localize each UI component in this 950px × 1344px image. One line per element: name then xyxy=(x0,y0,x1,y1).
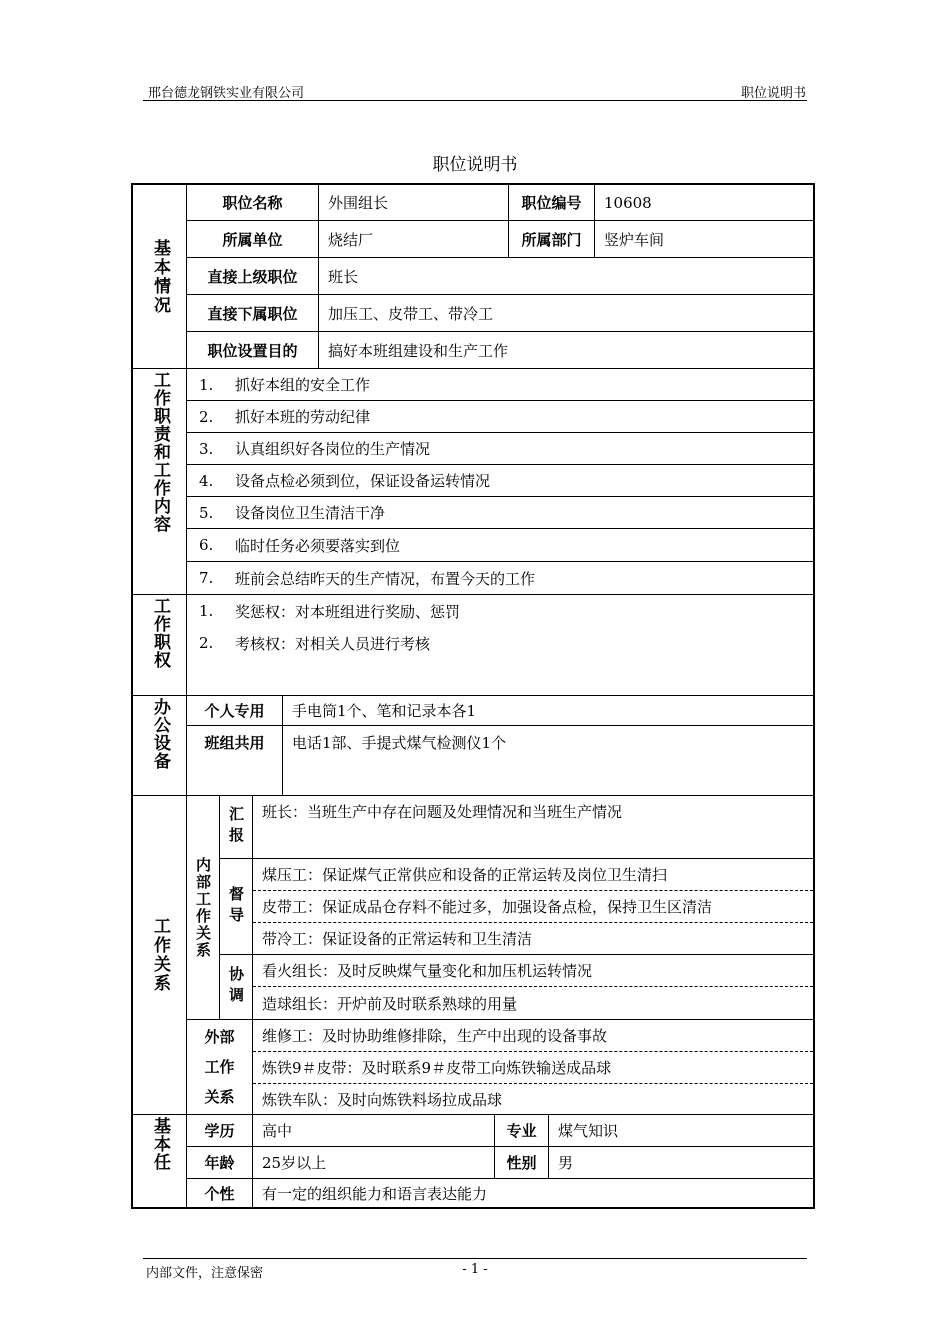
section-relations xyxy=(133,796,187,1115)
duty-item: 1. 抓好本组的安全工作 xyxy=(187,369,813,401)
supervise-label: 督导 xyxy=(220,859,253,955)
position-no: 10608 xyxy=(595,185,813,221)
header-doc-type: 职位说明书 xyxy=(740,86,806,101)
external-relations-label: 外部工作关系 xyxy=(187,1020,253,1115)
section-duties xyxy=(133,369,187,595)
unit: 烧结厂 xyxy=(319,221,509,258)
page-number: - 1 - xyxy=(462,1262,488,1277)
gender-label: 性别 xyxy=(495,1147,549,1179)
section-equipment-text: 办公设备 xyxy=(150,698,170,770)
coord-item: 造球组长：开炉前及时联系熟球的用量 xyxy=(253,987,813,1020)
personality: 有一定的组织能力和语言表达能力 xyxy=(262,1184,488,1203)
internal-relations-label: 内部工作关系 xyxy=(187,796,220,1020)
dept-label: 所属部门 xyxy=(509,221,595,258)
external-item: 维修工：及时协助维修排除，生产中出现的设备事故 xyxy=(253,1020,813,1052)
section-duties-text: 工作职责和工作内容 xyxy=(150,371,170,533)
header-company: 邢台德龙钢铁实业有限公司 xyxy=(148,86,305,101)
duty-item: 3. 认真组织好各岗位的生产情况 xyxy=(187,433,813,465)
major: 煤气知识 xyxy=(549,1115,813,1147)
header-rule xyxy=(143,100,807,101)
supervise-item: 带冷工：保证设备的正常运转和卫生清洁 xyxy=(253,923,813,955)
supervise-item: 皮带工：保证成品仓存料不能过多，加强设备点检，保持卫生区清洁 xyxy=(253,891,813,923)
subordinate: 加压工、皮带工、带冷工 xyxy=(319,295,813,332)
job-description-table xyxy=(131,183,815,1209)
superior-label: 直接上级职位 xyxy=(187,258,319,295)
duty-item: 6. 临时任务必须要落实到位 xyxy=(187,529,813,562)
coord-label: 协调 xyxy=(220,955,253,1020)
personal-equipment: 手电筒1个、笔和记录本各1 xyxy=(283,696,813,726)
duty-item: 5. 设备岗位卫生清洁干净 xyxy=(187,497,813,529)
age: 25岁以上 xyxy=(253,1147,495,1179)
authority-item: 2. 考核权：对相关人员进行考核 xyxy=(199,634,431,653)
authority-list xyxy=(187,595,813,696)
external-item: 炼铁车队：及时向炼铁料场拉成品球 xyxy=(253,1084,813,1115)
position-no-label: 职位编号 xyxy=(509,185,595,221)
authority-item: 1. 奖惩权：对本班组进行奖励、惩罚 xyxy=(199,602,461,621)
section-requirements xyxy=(133,1115,187,1207)
footer-confidential: 内部文件，注意保密 xyxy=(146,1266,264,1281)
gender: 男 xyxy=(549,1147,813,1179)
duty-item: 4. 设备点检必须到位，保证设备运转情况 xyxy=(187,465,813,497)
footer-rule xyxy=(143,1258,807,1259)
subordinate-label: 直接下属职位 xyxy=(187,295,319,332)
education-label: 学历 xyxy=(187,1115,253,1147)
position-name-label: 职位名称 xyxy=(187,185,319,221)
unit-label: 所属单位 xyxy=(187,221,319,258)
supervise-item: 煤压工：保证煤气正常供应和设备的正常运转及岗位卫生清扫 xyxy=(253,859,813,891)
section-authority xyxy=(133,595,187,696)
purpose-label: 职位设置目的 xyxy=(187,332,319,369)
report-text: 班长：当班生产中存在问题及处理情况和当班生产情况 xyxy=(253,796,813,859)
duty-item: 2. 抓好本班的劳动纪律 xyxy=(187,401,813,433)
report-label: 汇报 xyxy=(220,796,253,859)
section-authority-text: 工作职权 xyxy=(150,597,170,669)
section-basic-text: 基本情况 xyxy=(150,238,170,315)
external-item: 炼铁9＃皮带：及时联系9＃皮带工向炼铁输送成品球 xyxy=(253,1052,813,1084)
dept: 竖炉车间 xyxy=(595,221,813,258)
section-relations-text: 工作关系 xyxy=(150,917,170,993)
age-label: 年龄 xyxy=(187,1147,253,1179)
personality-label: 个性 xyxy=(187,1179,253,1207)
page-title: 职位说明书 xyxy=(432,155,518,175)
section-basic xyxy=(133,185,187,369)
shared-equipment-label: 班组共用 xyxy=(187,726,283,796)
education: 高中 xyxy=(253,1115,495,1147)
section-equipment xyxy=(133,696,187,796)
section-requirements-text: 基本任 xyxy=(150,1117,170,1171)
coord-item: 看火组长：及时反映煤气量变化和加压机运转情况 xyxy=(253,955,813,987)
position-name: 外围组长 xyxy=(319,185,509,221)
duty-item: 7. 班前会总结昨天的生产情况，布置今天的工作 xyxy=(187,562,813,595)
shared-equipment: 电话1部、手提式煤气检测仪1个 xyxy=(283,726,813,796)
superior: 班长 xyxy=(319,258,813,295)
purpose: 搞好本班组建设和生产工作 xyxy=(319,332,813,369)
major-label: 专业 xyxy=(495,1115,549,1147)
personal-equipment-label: 个人专用 xyxy=(187,696,283,726)
